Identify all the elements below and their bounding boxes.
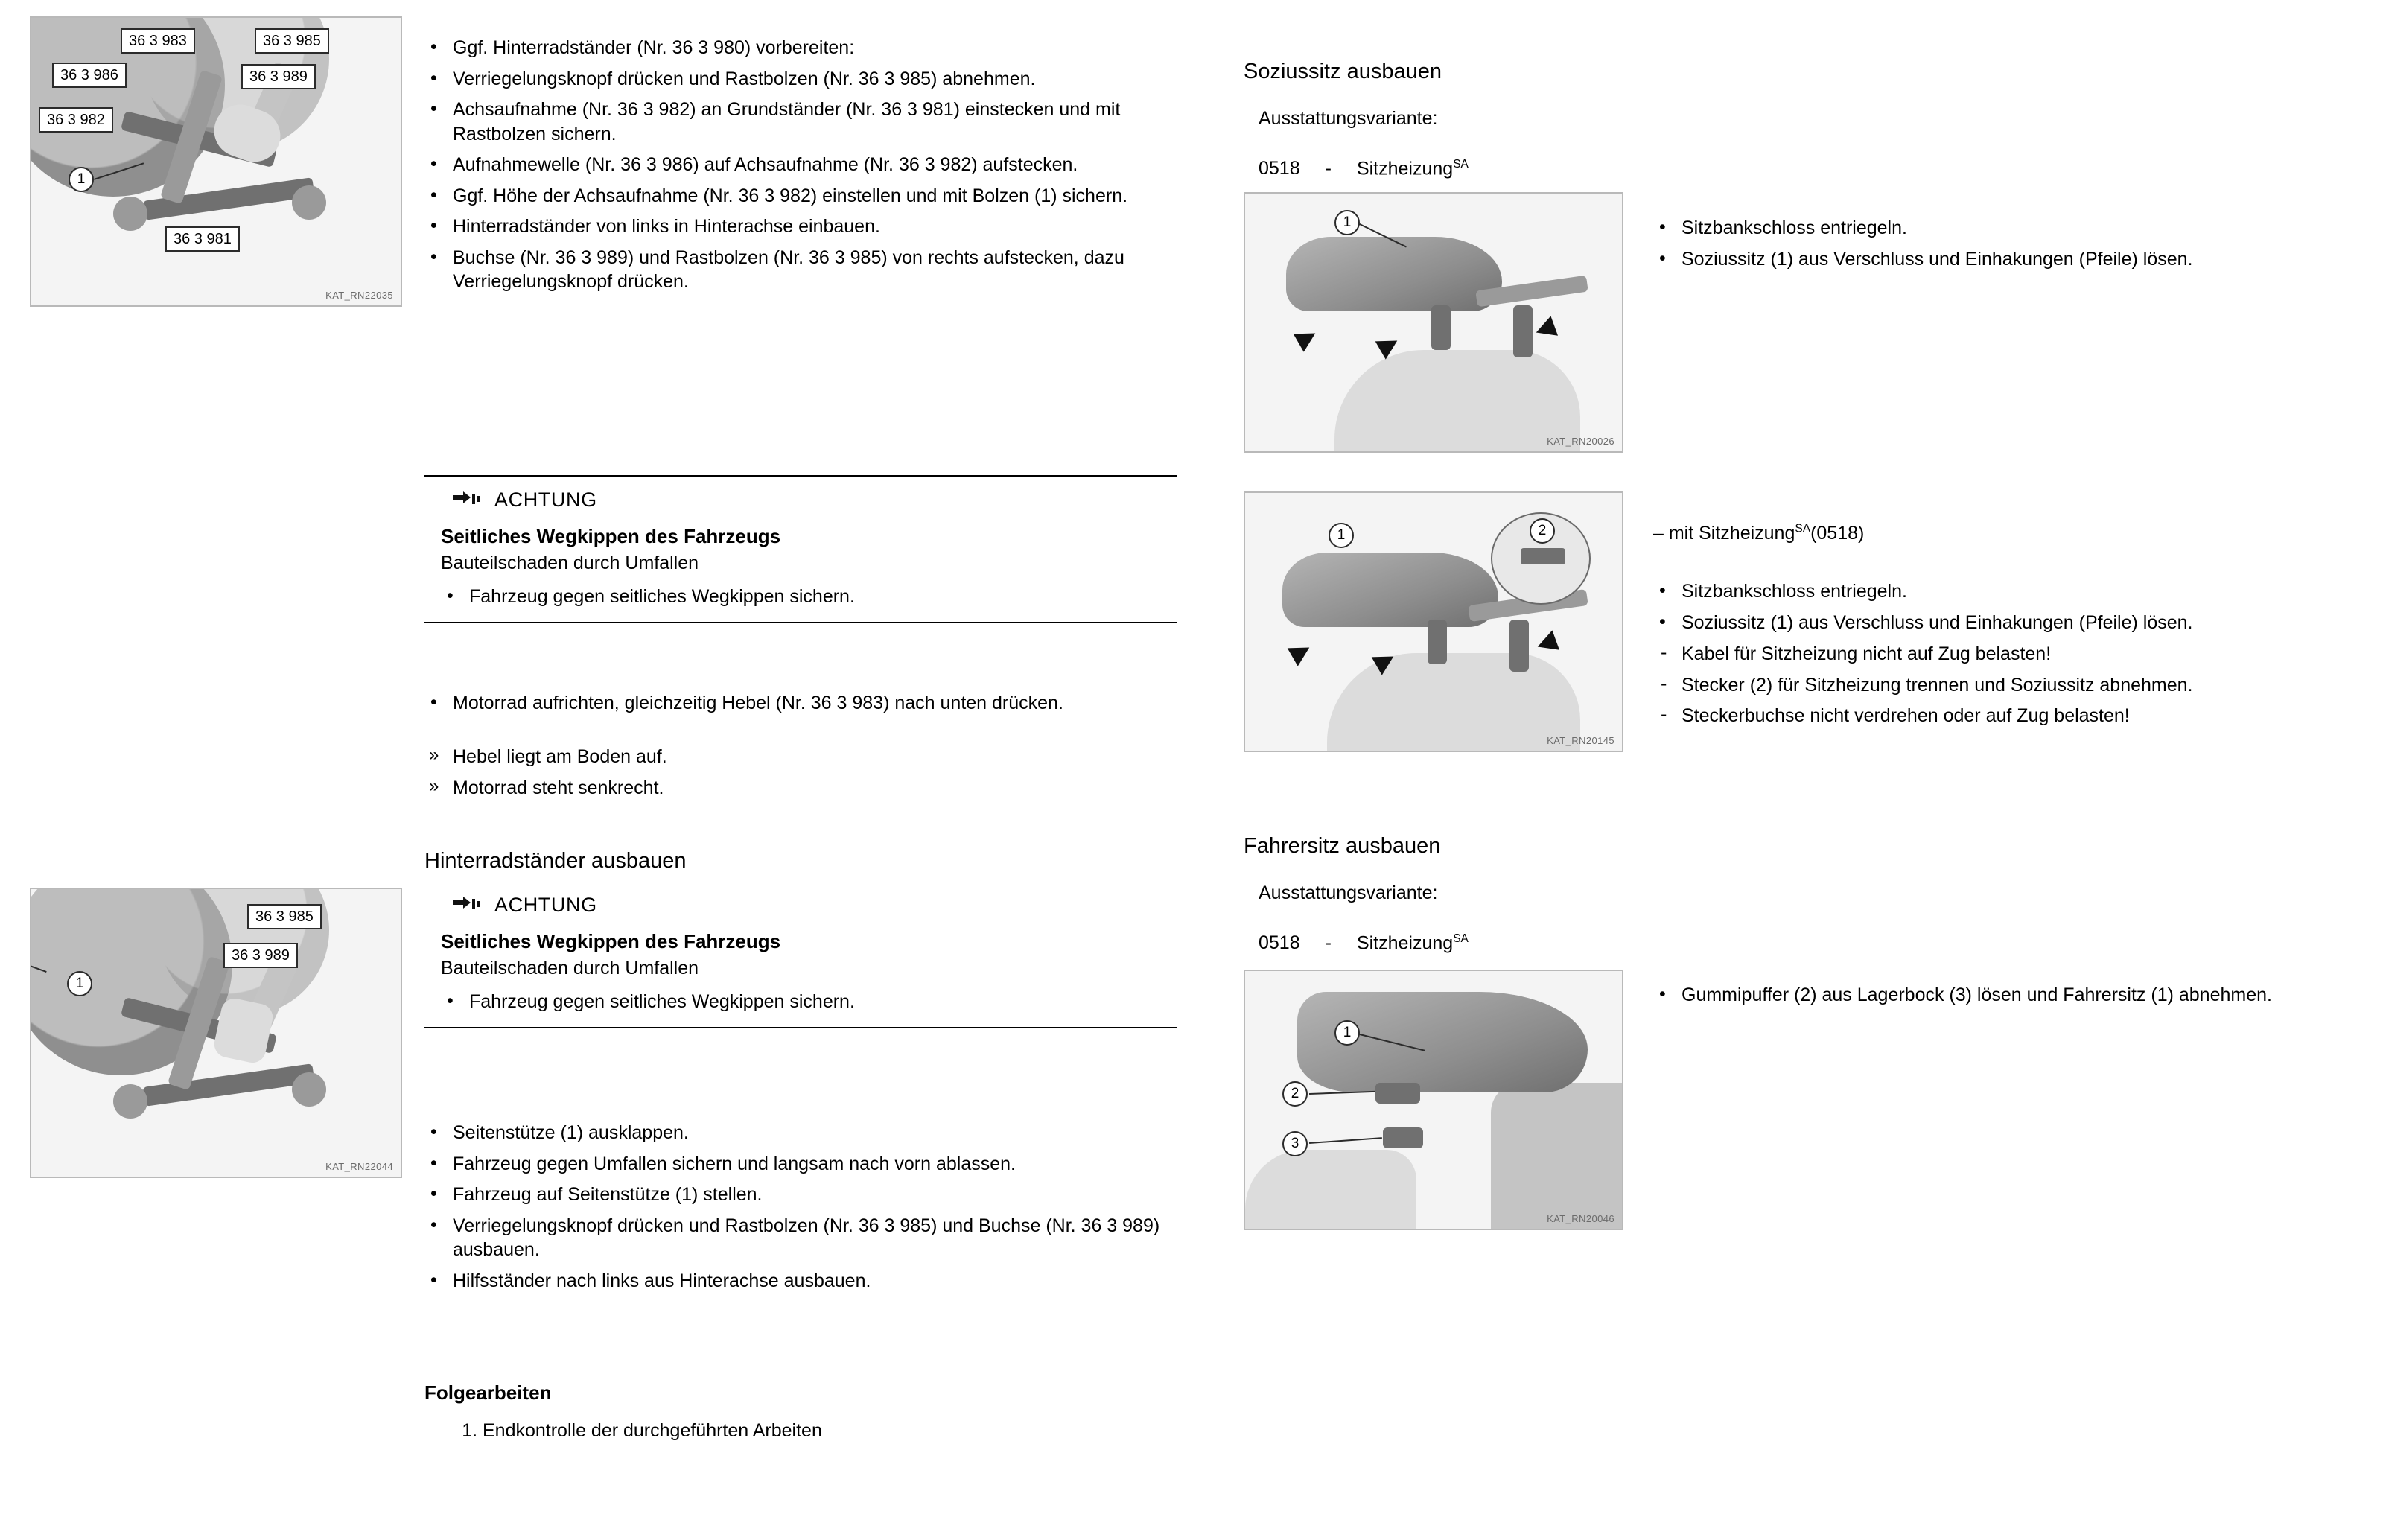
label-equipment-variant-1: Ausstattungsvariante: [1259,108,1438,129]
variant-superscript: SA [1453,932,1469,945]
figure-pillion-seat-heated [1244,491,1623,752]
notice-subtitle-text: Bauteilschaden durch Umfallen [441,958,699,979]
stand-foot-2 [292,1072,326,1107]
list-upright-motorcycle [424,691,1177,722]
variant-name: Sitzheizung [1356,932,1454,954]
variant-name: Sitzheizung [1356,158,1454,179]
variant-row-2 [1259,932,1469,954]
list-item: • Fahrzeug gegen Umfallen sichern und langsam nach vorn ablassen. [424,1152,1177,1177]
callout-circle-1: 1 [1329,523,1354,548]
list-item: - Stecker (2) für Sitzheizung trennen und Soziussitz abnehmen. [1653,673,2368,698]
notice-subtitle-text: Bauteilschaden durch Umfallen [441,553,699,573]
note-suffix: (0518) [1810,523,1865,544]
bodywork-shape [1245,1150,1416,1230]
divider [424,1027,1177,1028]
variant-row-1 [1259,158,1469,179]
list-item: • Verriegelungsknopf drücken und Rastbolzen (Nr. 36 3 985) und Buchse (Nr. 36 3 989) ausbauen. [424,1214,1177,1262]
bodywork-shape-2 [1491,1083,1623,1230]
stand-foot [113,197,147,231]
variant-dash: - [1325,158,1332,179]
list-item: • Fahrzeug auf Seitenstütze (1) stellen. [424,1183,1177,1207]
heading-remove-rear-stand: Hinterradständer ausbauen [424,849,687,873]
notice-header [424,489,1177,512]
list-item: • Aufnahmewelle (Nr. 36 3 986) auf Achsaufnahme (Nr. 36 3 982) aufstecken. [424,153,1177,177]
variant-name-wrap [1357,932,1469,954]
list-item: • Soziussitz (1) aus Verschluss und Einhakungen (Pfeile) lösen. [1653,247,2353,272]
figure-rear-stand-install [30,16,402,307]
list-item: • Fahrzeug gegen seitliches Wegkippen sichern. [441,990,1177,1014]
list-item: • Hilfsständer nach links aus Hinterachse ausbauen. [424,1269,1177,1294]
figure-rider-seat [1244,970,1623,1230]
pillion-seat-shape [1282,553,1498,627]
tank-shape [1334,350,1580,453]
variant-dash: - [1325,932,1332,954]
tank-shape [1327,653,1580,752]
figure-code: KAT_RN20026 [1547,436,1614,447]
list-item: • Motorrad aufrichten, gleichzeitig Hebel (Nr. 36 3 983) nach unten drücken. [424,691,1177,716]
callout-circle-1: 1 [1334,1020,1360,1046]
heading-remove-rider-seat: Fahrersitz ausbauen [1244,834,1441,858]
heading-remove-pillion-seat: Soziussitz ausbauen [1244,60,1442,83]
list-item: • Achsaufnahme (Nr. 36 3 982) an Grundständer (Nr. 36 3 981) einstecken und mit Rastbolzen sichern. [424,98,1177,146]
list-item: • Hinterradständer von links in Hinterachse einbauen. [424,214,1177,239]
pillion-seat-shape [1286,237,1502,311]
leader-line [1309,1091,1375,1095]
figure-code: KAT_RN22035 [325,290,393,301]
list-item: • Soziussitz (1) aus Verschluss und Einhakungen (Pfeile) lösen. [1653,611,2368,635]
list-heated-seat-warnings [1653,642,2368,735]
callout-36-3-989: 36 3 989 [223,943,298,968]
arrow-icon [1288,638,1315,666]
figure-rear-stand-remove [30,888,402,1178]
list-item: • Ggf. Hinterradständer (Nr. 36 3 980) vorbereiten: [424,36,1177,60]
callout-circle-1: 1 [1334,210,1360,235]
list-item: • Buchse (Nr. 36 3 989) und Rastbolzen (Nr. 36 3 985) von rechts aufstecken, dazu Verriegelungsknopf drücken. [424,246,1177,294]
list-heated-seat-steps [1653,579,2368,641]
stand-foot-2 [292,185,326,220]
stand-bar-2 [142,1063,314,1107]
connector-shape [1521,548,1565,564]
bracket-2 [1513,305,1533,357]
stand-foot [113,1084,147,1119]
label-equipment-variant-2: Ausstattungsvariante: [1259,882,1438,903]
bracket [1431,305,1451,350]
callout-36-3-985: 36 3 985 [247,904,322,929]
callout-36-3-989: 36 3 989 [241,64,316,89]
list-item: • Fahrzeug gegen seitliches Wegkippen sichern. [441,585,1177,609]
notice-title-text: Seitliches Wegkippen des Fahrzeugs [441,525,781,547]
list-item: » Hebel liegt am Boden auf. [424,745,1177,769]
list-item: • Seitenstütze (1) ausklappen. [424,1121,1177,1145]
callout-circle-2: 2 [1530,518,1555,544]
figure-code: KAT_RN22044 [325,1161,393,1172]
callout-circle-3: 3 [1282,1131,1308,1156]
note-superscript: SA [1795,522,1811,535]
figure-pillion-seat [1244,192,1623,453]
list-followup [424,1419,1235,1448]
list-rider-seat-steps [1653,983,2368,1014]
list-item: • Verriegelungsknopf drücken und Rastbolzen (Nr. 36 3 985) abnehmen. [424,67,1177,92]
note-with-seat-heating [1653,521,2353,546]
callout-36-3-982: 36 3 982 [39,107,113,133]
lever-plate [211,996,275,1066]
notice-label: ACHTUNG [494,489,597,511]
divider [424,475,1177,477]
list-remove-stand-steps [424,1121,1177,1299]
arrow-icon [1534,630,1559,656]
notice-tipping-1 [424,462,1177,635]
leader-line [1309,1137,1382,1144]
callout-circle-1: 1 [69,167,94,192]
note-prefix: – mit Sitzheizung [1653,523,1795,544]
bracket [1383,1127,1423,1148]
callout-circle-2: 2 [1282,1081,1308,1107]
bracket-2 [1509,620,1529,672]
list-item: - Steckerbuchse nicht verdrehen oder auf Zug belasten! [1653,704,2368,728]
notice-label: ACHTUNG [494,894,597,916]
variant-code: 0518 [1259,158,1300,179]
list-pillion-seat-steps [1653,216,2353,278]
list-item: - Kabel für Sitzheizung nicht auf Zug belasten! [1653,642,2368,666]
list-item: 1. Endkontrolle der durchgeführten Arbeiten [483,1419,1235,1443]
callout-36-3-985: 36 3 985 [255,28,329,54]
list-item: » Motorrad steht senkrecht. [424,776,1177,801]
pointing-hand-icon [451,894,481,917]
list-item: • Sitzbankschloss entriegeln. [1653,579,2368,604]
list-prepare-stand [424,36,1177,301]
figure-code: KAT_RN20046 [1547,1213,1614,1224]
callout-circle-1: 1 [67,971,92,996]
heading-followup: Folgearbeiten [424,1381,552,1404]
arrow-icon [1294,324,1321,351]
bracket [1428,620,1447,664]
divider [424,622,1177,623]
notice-header [424,894,1177,917]
notice-list [424,585,1177,609]
variant-superscript: SA [1453,158,1469,171]
arrow-icon [1533,316,1558,342]
pointing-hand-icon [451,489,481,512]
notice-tipping-2 [424,894,1177,1040]
list-item: • Ggf. Höhe der Achsaufnahme (Nr. 36 3 982) einstellen und mit Bolzen (1) sichern. [424,184,1177,209]
callout-36-3-986: 36 3 986 [52,63,127,88]
variant-name-wrap [1357,158,1469,179]
callout-36-3-981: 36 3 981 [165,226,240,252]
list-results [424,745,1177,806]
variant-code: 0518 [1259,932,1300,954]
notice-title-text: Seitliches Wegkippen des Fahrzeugs [441,930,781,952]
figure-code: KAT_RN20145 [1547,735,1614,746]
list-item: • Sitzbankschloss entriegeln. [1653,216,2353,241]
notice-list [424,990,1177,1014]
callout-36-3-983: 36 3 983 [121,28,195,54]
rubber-buffer [1375,1083,1420,1104]
list-item: • Gummipuffer (2) aus Lagerbock (3) lösen und Fahrersitz (1) abnehmen. [1653,983,2368,1008]
